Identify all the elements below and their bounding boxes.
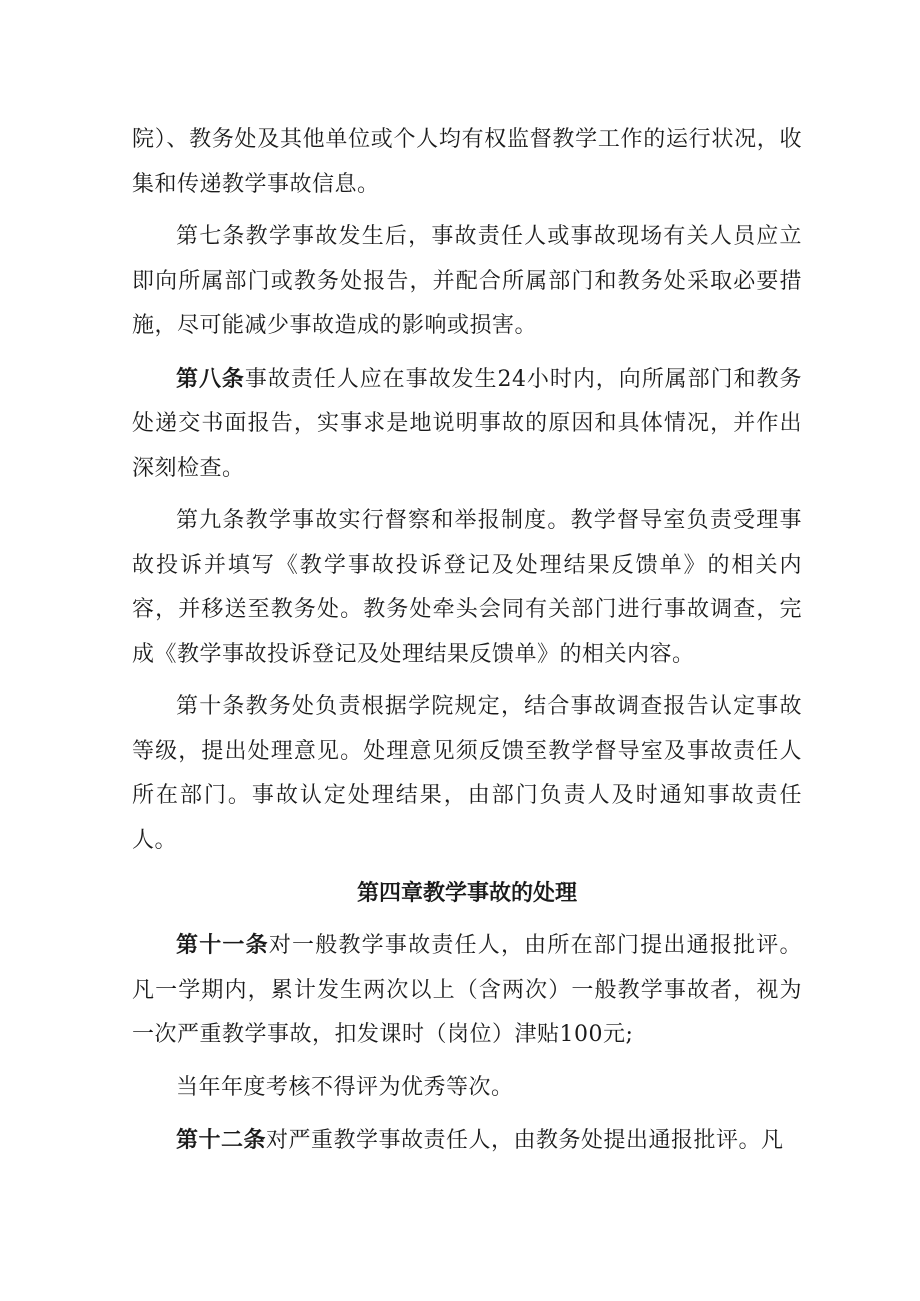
document-body [132, 118, 802, 1172]
paragraph-text: 对一般教学事故责任人，由所在部门提出通报批评。凡一学期内，累计发生两次以上（含两次）一般教学事故者，视为一次严重教学事故，扣发课时（岗位）津贴100元; [132, 933, 802, 1047]
paragraph-text: 当年年度考核不得评为优秀等次。 [176, 1074, 514, 1100]
article-8 [132, 357, 802, 492]
paragraph-supervision-rights [132, 118, 802, 207]
paragraph-text: 对严重教学事故责任人，由教务处提出通报批评。凡 [266, 1128, 784, 1153]
article-label: 第十一条 [176, 932, 269, 958]
chapter-heading: 第四章教学事故的处理 [356, 880, 577, 906]
article-11 [132, 923, 802, 1058]
paragraph-text: 第九条教学事故实行督察和举报制度。教学督导室负责受理事故投诉并填写《教学事故投诉登记及处理结果反馈单》的相关内容，并移送至教务处。教务处牵头会同有关部门进行事故调查，完成《教学事故投诉登记及处理结果反馈单》的相关内容。 [132, 508, 802, 667]
article-label: 第八条 [176, 365, 245, 392]
paragraph-text: 第十条教务处负责根据学院规定，结合事故调查报告认定事故等级，提出处理意见。处理意见须反馈至教学督导室及事故责任人所在部门。事故认定处理结果，由部门负责人及时通知事故责任人。 [132, 694, 802, 853]
article-12 [132, 1118, 802, 1164]
article-9 [132, 499, 802, 677]
article-label: 第十二条 [176, 1127, 267, 1153]
paragraph-text: 第七条教学事故发生后，事故责任人或事故现场有关人员应立即向所属部门或教务处报告，并配合所属部门和教务处采取必要措施，尽可能减少事故造成的影响或损害。 [132, 224, 802, 338]
paragraph-text: 院）、教务处及其他单位或个人均有权监督教学工作的运行状况，收集和传递教学事故信息。 [132, 127, 802, 197]
article-10 [132, 685, 802, 863]
article-7 [132, 215, 802, 349]
annual-assessment-note [132, 1066, 802, 1111]
paragraph-text: 事故责任人应在事故发生24小时内，向所属部门和教务处递交书面报告，实事求是地说明事故的原因和具体情况，并作出深刻检查。 [132, 366, 802, 481]
